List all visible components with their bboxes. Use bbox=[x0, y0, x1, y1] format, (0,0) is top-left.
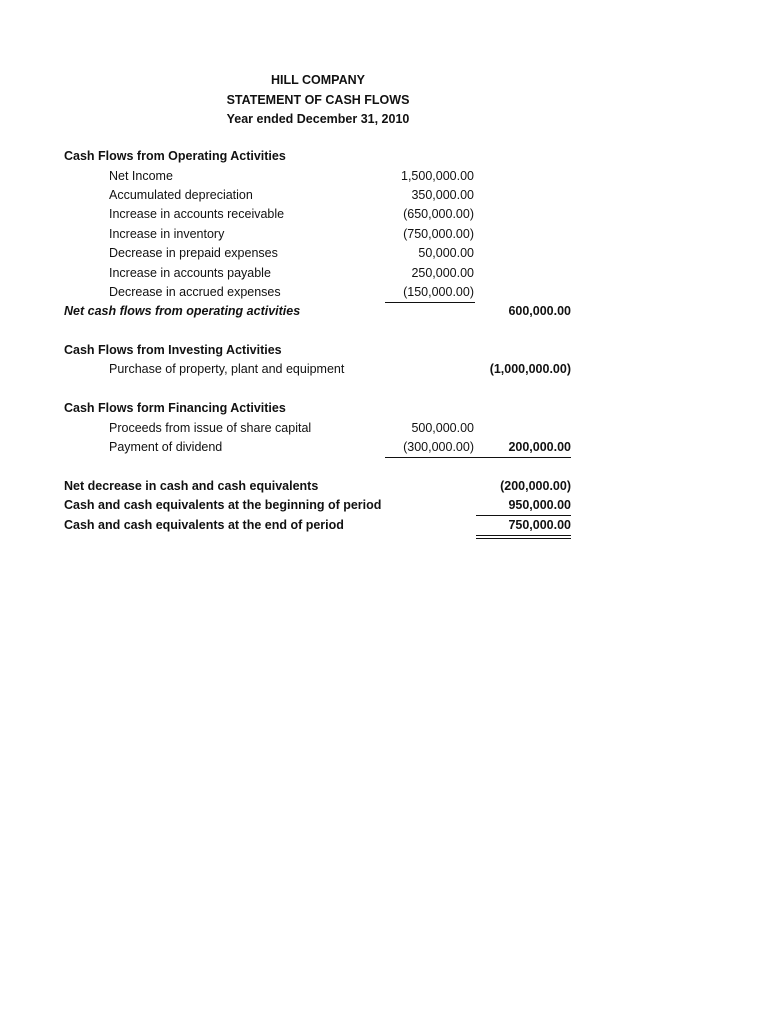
financing-total: 200,000.00 bbox=[508, 440, 571, 454]
beginning-cash-row bbox=[0, 496, 768, 516]
net-decrease-label: Net decrease in cash and cash equivalents bbox=[64, 479, 319, 493]
ending-cash-row bbox=[0, 516, 768, 536]
statement-period: Year ended December 31, 2010 bbox=[226, 112, 410, 127]
operating-row-prepaid bbox=[0, 244, 768, 264]
operating-row-net-income bbox=[0, 167, 768, 187]
investing-total: (1,000,000.00) bbox=[489, 362, 571, 376]
financing-total-rule bbox=[385, 457, 571, 458]
operating-row-receivable bbox=[0, 205, 768, 225]
operating-row-inventory bbox=[0, 225, 768, 245]
line-item-label: Decrease in prepaid expenses bbox=[109, 246, 278, 260]
investing-heading: Cash Flows from Investing Activities bbox=[64, 343, 282, 357]
financing-heading: Cash Flows form Financing Activities bbox=[64, 401, 286, 415]
operating-net-total: 600,000.00 bbox=[508, 304, 571, 318]
line-item-label: Payment of dividend bbox=[109, 440, 223, 454]
line-item-label: Net Income bbox=[109, 169, 173, 183]
line-item-label: Purchase of property, plant and equipment bbox=[109, 362, 345, 376]
financing-row-share-capital bbox=[0, 419, 768, 439]
operating-heading: Cash Flows from Operating Activities bbox=[64, 149, 286, 163]
line-item-label: Increase in inventory bbox=[109, 227, 225, 241]
line-item-amount: (650,000.00) bbox=[403, 207, 474, 221]
line-item-label: Proceeds from issue of share capital bbox=[109, 421, 312, 435]
line-item-amount: (300,000.00) bbox=[403, 440, 474, 454]
line-item-label: Decrease in accrued expenses bbox=[109, 285, 281, 299]
financing-heading-row bbox=[0, 399, 768, 419]
investing-heading-row bbox=[0, 341, 768, 361]
line-item-amount: 350,000.00 bbox=[411, 188, 474, 202]
beginning-cash-label: Cash and cash equivalents at the beginning of period bbox=[64, 498, 382, 512]
line-item-amount: 250,000.00 bbox=[411, 266, 474, 280]
operating-row-accrued bbox=[0, 283, 768, 303]
financing-row-dividend bbox=[0, 438, 768, 458]
beginning-cash-total: 950,000.00 bbox=[508, 498, 571, 512]
line-item-amount: 1,500,000.00 bbox=[401, 169, 474, 183]
line-item-amount: 50,000.00 bbox=[418, 246, 474, 260]
operating-net-row bbox=[0, 302, 768, 322]
operating-row-payable bbox=[0, 264, 768, 284]
net-decrease-total: (200,000.00) bbox=[500, 479, 571, 493]
line-item-label: Increase in accounts receivable bbox=[109, 207, 285, 221]
statement-title: STATEMENT OF CASH FLOWS bbox=[226, 92, 410, 107]
ending-cash-total: 750,000.00 bbox=[508, 518, 571, 532]
line-item-amount: 500,000.00 bbox=[411, 421, 474, 435]
operating-net-label: Net cash flows from operating activities bbox=[64, 304, 301, 318]
operating-row-depreciation bbox=[0, 186, 768, 206]
operating-heading-row bbox=[0, 147, 768, 167]
investing-row-ppe bbox=[0, 360, 768, 380]
line-item-amount: (750,000.00) bbox=[403, 227, 474, 241]
ending-cash-label: Cash and cash equivalents at the end of period bbox=[64, 518, 344, 532]
line-item-amount: (150,000.00) bbox=[403, 285, 474, 299]
company-name: HILL COMPANY bbox=[271, 73, 365, 87]
line-item-label: Accumulated depreciation bbox=[109, 188, 253, 202]
net-decrease-row bbox=[0, 477, 768, 497]
ending-total-double-rule bbox=[476, 535, 571, 539]
statement-header bbox=[0, 71, 636, 130]
line-item-label: Increase in accounts payable bbox=[109, 266, 271, 280]
